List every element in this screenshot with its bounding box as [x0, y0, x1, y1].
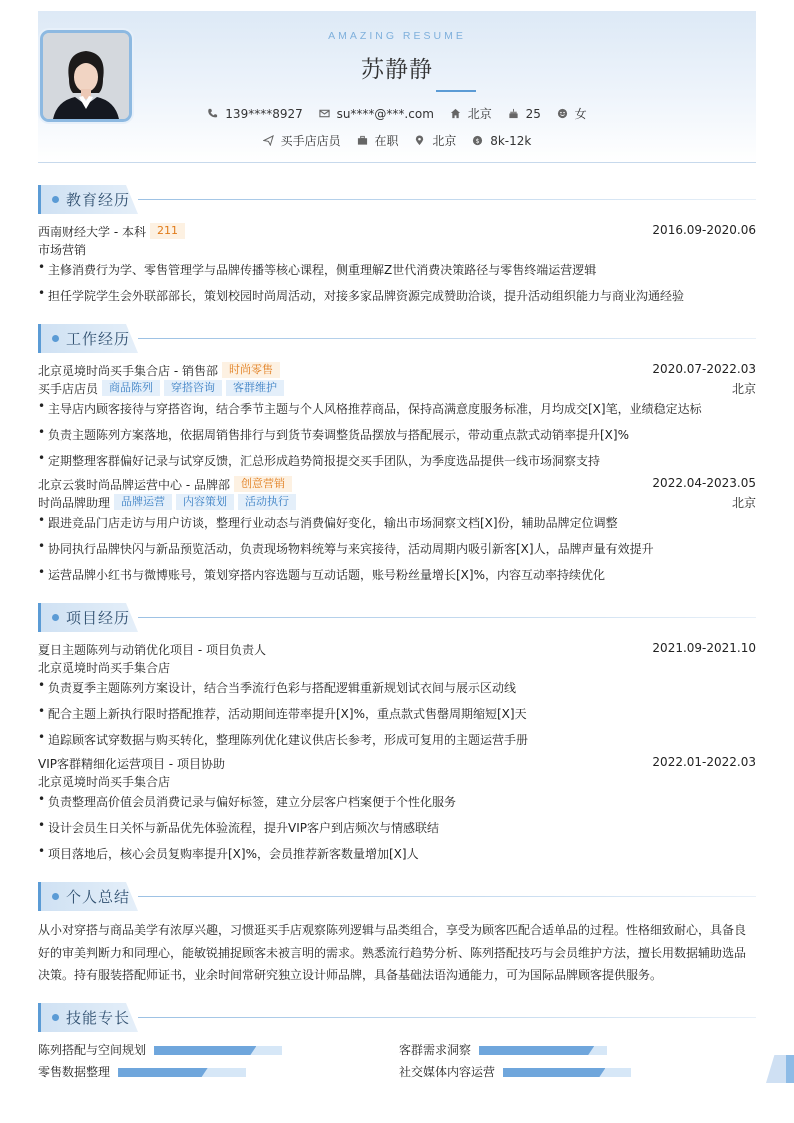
contact-row [38, 105, 756, 122]
phone-item [207, 107, 302, 121]
skill-tag: 内容策划 [176, 494, 234, 510]
skill-level-bar [503, 1068, 631, 1077]
project-date: 2021.09-2021.10 [652, 641, 756, 655]
skill-tag: 穿搭咨询 [164, 380, 222, 396]
section-dot-icon [52, 893, 59, 900]
project-name-row [38, 755, 756, 772]
work-section-header [38, 324, 756, 353]
job-intent-row [38, 132, 756, 149]
summary-section-header [38, 882, 756, 911]
email-text: su****@***.com [336, 106, 434, 121]
age-text: 25 [525, 106, 541, 121]
skill-level-fill [479, 1046, 594, 1055]
job-text: 买手店店员 [280, 134, 341, 148]
skill-name: 陈列搭配与空间规划 [38, 1043, 147, 1057]
status-item [357, 132, 399, 149]
skill-item [38, 1041, 282, 1055]
skill-name: 零售数据整理 [38, 1065, 111, 1079]
project-section-header [38, 603, 756, 632]
skill-level-fill [503, 1068, 605, 1077]
brand-text: AMAZING RESUME [328, 30, 466, 42]
gender-text: 女 [574, 107, 587, 121]
project-date: 2022.01-2022.03 [652, 755, 756, 769]
job-company-row [38, 476, 756, 493]
skill-tag: 商品陈列 [102, 380, 160, 396]
smile-icon [557, 108, 568, 119]
salary-text: 8k-12k [490, 133, 532, 148]
location-text: 北京 [432, 134, 457, 148]
project-name: VIP客群精细化运营项目 - 项目协助 [38, 757, 225, 771]
name-underline [436, 90, 476, 92]
age-item [508, 107, 541, 121]
corner-decoration-accent [786, 1055, 794, 1083]
job-city: 北京 [731, 496, 756, 510]
skill-level-bar [118, 1068, 246, 1077]
salary-item [472, 134, 531, 148]
industry-tag: 创意营销 [234, 476, 292, 492]
skill-name: 客群需求洞察 [399, 1043, 472, 1057]
skill-level-fill [154, 1046, 256, 1055]
skill-tag: 活动执行 [238, 494, 296, 510]
industry-tag: 时尚零售 [222, 362, 280, 378]
company-name: 北京云裳时尚品牌运营中心 - 品牌部 [38, 478, 230, 492]
section-title: 教育经历 [66, 191, 131, 209]
candidate-name: 苏静静 [361, 57, 433, 83]
skill-name: 社交媒体内容运营 [399, 1065, 496, 1079]
summary-text: 从小对穿搭与商品美学有浓厚兴趣，习惯逛买手店观察陈列逻辑与品类组合，享受为顾客匹配合适单品的过程。性格细致耐心，具备良好的审美判断力和同理心，能敏锐捕捉顾客未被言明的需求。熟悉流行趋势分析、陈列搭配技巧与会员维护方法，擅长用数据辅助选品决策。持有服装搭配师证书，业余时间常研究独立设计师品牌，具备基础法语沟通能力，可为国际品牌顾客提供服务。 [38, 923, 747, 982]
location-item [414, 132, 456, 149]
city-item [450, 105, 492, 122]
section-dot-icon [52, 614, 59, 621]
phone-icon [207, 108, 218, 119]
job-role: 买手店店员 [38, 382, 99, 396]
phone-text: 139****8927 [225, 106, 303, 121]
skill-level-bar [154, 1046, 282, 1055]
send-icon [263, 135, 274, 146]
location-pin-icon [414, 135, 425, 146]
skill-level-bar [479, 1046, 607, 1055]
education-date: 2016.09-2020.06 [652, 223, 756, 237]
project-org-row [38, 773, 756, 790]
money-icon [472, 135, 483, 146]
job-role-row [38, 494, 756, 511]
education-section-header [38, 185, 756, 214]
skill-tag: 品牌运营 [114, 494, 172, 510]
project-name: 夏日主题陈列与动销优化项目 - 项目负责人 [38, 643, 266, 657]
email-item [319, 107, 434, 121]
job-role-row [38, 380, 756, 397]
cake-icon [508, 108, 519, 119]
skill-tag: 客群维护 [226, 380, 284, 396]
skill-item [399, 1063, 631, 1077]
job-company-row [38, 362, 756, 379]
section-title: 技能专长 [66, 1009, 131, 1027]
skill-item [399, 1041, 607, 1055]
skill-item [38, 1063, 246, 1077]
skill-level-fill [118, 1068, 208, 1077]
section-title: 工作经历 [66, 330, 131, 348]
job-city: 北京 [731, 382, 756, 396]
section-title: 个人总结 [66, 888, 131, 906]
project-name-row [38, 641, 756, 658]
job-date: 2020.07-2022.03 [652, 362, 756, 376]
project-org-row [38, 659, 756, 676]
svg-text:$: $ [475, 136, 480, 145]
job-role: 时尚品牌助理 [38, 496, 111, 510]
briefcase-icon [357, 135, 368, 146]
skills-section-header [38, 1003, 756, 1032]
job-item [263, 132, 341, 149]
school-tag: 211 [150, 223, 185, 239]
education-major-row [38, 241, 756, 258]
company-name: 北京觅境时尚买手集合店 - 销售部 [38, 364, 218, 378]
section-dot-icon [52, 335, 59, 342]
email-icon [319, 108, 330, 119]
section-title: 项目经历 [66, 609, 131, 627]
resume-page: AMAZING RESUME 苏静静 139****8927 su****@***.com 北京 25 女 买手店店员 在职 北京 $ 8k-12k 教育经历 西南财经大学 - 本科 211 2016.09-2020.06 市场营销 主修消费行为学、零售管理学与品牌传播等核心课程，侧重理解Z世代消费决策路径与零售终端运营逻辑 担任学院学生会外联部部长，策划校园时尚周活动，对接多家品牌资源完成赞助洽谈，提升活动组织能力与商业沟通经验 工作经历 北京觅境时尚买手集合店 - 销售部 时尚零售 2020.07-2022.03 买手店店员 商品陈列 穿搭咨询 客群维护 北京 主导店内顾客接待与穿搭咨询，结合季节主题与个人风格推荐商品，保持高满意度服务标准，月均成交[X]笔，业绩稳定达标 负责主题陈列方案落地，依据周销售排行与到货节奏调整货品摆放与搭配展示，带动重点款式动销率提升[X]% 定期整理客群偏好记录与试穿反馈，汇总形成趋势简报提交买手团队，为季度选品提供一线市场洞察支持 北京云裳时尚品牌运营中心 - 品牌部 创意营销 2022.04-2023.05 时尚品牌助理 品牌运营 内容策划 活动执行 北京 跟进竞品门店走访与用户访谈，整理行业动态与消费偏好变化，输出市场洞察文档[X]份，辅助品牌定位调整 协同执行品牌快闪与新品预览活动，负责现场物料统筹与来宾接待，活动周期内吸引新客[X]人，品牌声量有效提升 运营品牌小红书与微博账号，策划穿搭内容选题与互动话题，账号粉丝量增长[X]%，内容互动率持续优化 项目经历 夏日主题陈列与动销优化项目 - 项目负责人 2021.09-2021.10 北京觅境时尚买手集合店 负责夏季主题陈列方案设计，结合当季流行色彩与搭配逻辑重新规划试衣间与展示区动线 配合主题上新执行限时搭配推荐，活动期间连带率提升[X]%，重点款式售罄周期缩短[X]天 追踪顾客试穿数据与购买转化，整理陈列优化建议供店长参考，形成可复用的主题运营手册 VIP客群精细化运营项目 - 项目协助 2022.01-2022.03 北京觅境时尚买手集合店 负责整理高价值会员消费记录与偏好标签，建立分层客户档案便于个性化服务 设计会员生日关怀与新品优先体验流程，提升VIP客户到店频次与情感联结 项目落地后，核心会员复购率提升[X]%，会员推荐新客数量增加[X]人 个人总结 从小对穿搭与商品美学有浓厚兴趣，习惯逛买手店观察陈列逻辑与品类组合，享受为顾客匹配合适单品的过程。性格细致耐心，具备良好的审美判断力和同理心，能敏锐捕捉顾客未被言明的需求。熟悉流行趋势分析、陈列搭配技巧与会员维护方法，擅长用数据辅助选品决策。持有服装搭配师证书，业余时间常研究独立设计师品牌，具备基础法语沟通能力，可为国际品牌顾客提供服务。 技能专长 陈列搭配与空间规划 客群需求洞察 零售数据整理 社交媒体内容运营 [0, 0, 794, 1123]
education-school-row [38, 223, 756, 240]
section-dot-icon [52, 1014, 59, 1021]
status-text: 在职 [374, 134, 399, 148]
gender-item [557, 105, 587, 122]
project-org: 北京觅境时尚买手集合店 [38, 775, 171, 789]
major-name: 市场营销 [38, 243, 87, 257]
section-dot-icon [52, 196, 59, 203]
resume-header [38, 11, 756, 163]
job-date: 2022.04-2023.05 [652, 476, 756, 490]
home-icon [450, 108, 461, 119]
city-text: 北京 [467, 107, 492, 121]
school-name: 西南财经大学 - 本科 [38, 225, 146, 239]
project-org: 北京觅境时尚买手集合店 [38, 661, 171, 675]
